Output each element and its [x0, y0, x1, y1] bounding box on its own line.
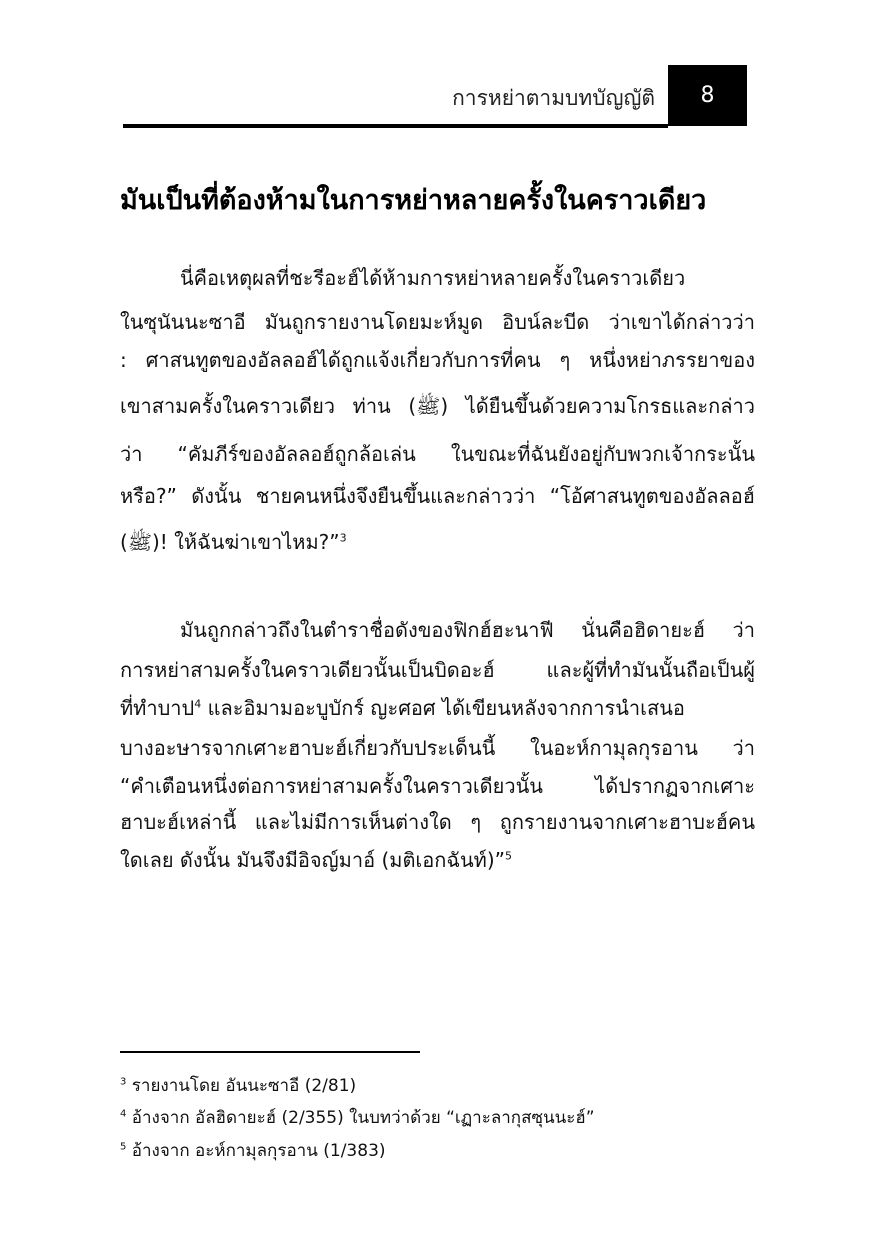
footnote-text: รายงานโดย อันนะซาอี (2/81)	[131, 1076, 357, 1096]
header-rule	[123, 124, 668, 128]
page-number: 8	[700, 83, 715, 108]
text-line: เขาสามครั้งในคราวเดียว ท่าน (ﷺ) ได้ยืนขึ้นด้วยความโกรธและกล่าว	[120, 394, 755, 418]
footnote	[120, 1072, 356, 1099]
section-heading: มันเป็นที่ต้องห้ามในการหย่าหลายครั้งในคราวเดียว	[120, 185, 707, 216]
text-line: บางอะษารจากเศาะฮาบะฮ์เกี่ยวกับประเด็นนี้ ในอะห์กามุลกุรอาน ว่า	[120, 736, 755, 760]
text-span: (ﷺ)! ให้ฉันฆ่าเขาไหม?”	[120, 530, 340, 554]
footnote-ref: 4	[194, 697, 202, 711]
footnote	[120, 1137, 386, 1164]
page-number-box	[668, 65, 747, 126]
text-line: มันถูกกล่าวถึงในตำราชื่อดังของฟิกฮ์ฮะนาฟี นั่นคือฮิดายะฮ์ ว่า	[180, 618, 755, 642]
text-line	[120, 526, 347, 559]
text-line: นี่คือเหตุผลที่ชะรีอะฮ์ได้ห้ามการหย่าหลายครั้งในคราวเดียว	[180, 266, 686, 290]
text-line: ฮาบะฮ์เหล่านี้ และไม่มีการเห็นต่างใด ๆ ถูกรายงานจากเศาะฮาบะฮ์คน	[120, 810, 755, 834]
footnote-number: 5	[120, 1141, 127, 1153]
text-line	[120, 844, 512, 876]
footnote-number: 3	[120, 1076, 127, 1088]
footnote-rule	[120, 1051, 420, 1053]
footnote	[120, 1104, 595, 1131]
text-line	[120, 692, 755, 724]
footnote-number: 4	[120, 1108, 127, 1120]
footnote-text: อ้างจาก อัลฮิดายะฮ์ (2/355) ในบทว่าด้วย “เฏาะลากุสซุนนะฮ์”	[131, 1108, 595, 1128]
text-span: ที่ทำบาป	[120, 696, 195, 720]
text-line: หรือ?” ดังนั้น ชายคนหนึ่งจึงยืนขึ้นและกล่าวว่า “โอ้ศาสนทูตของอัลลอฮ์	[120, 484, 755, 508]
footnote-text: อ้างจาก อะห์กามุลกุรอาน (1/383)	[131, 1141, 386, 1161]
text-span: ใดเลย ดังนั้น มันจึงมีอิจญ์มาอ์ (มติเอกฉันท์)”	[120, 848, 506, 872]
text-span: และอิมามอะบูบักร์ ญะศอศ ได้เขียนหลังจากการนำเสนอ	[201, 696, 685, 720]
footnote-ref: 5	[505, 849, 513, 863]
footnote-ref: 3	[339, 531, 347, 545]
text-line: “คำเตือนหนึ่งต่อการหย่าสามครั้งในคราวเดียวนั้น ได้ปรากฏจากเศาะ	[120, 774, 755, 798]
text-line: การหย่าสามครั้งในคราวเดียวนั้นเป็นบิดอะฮ์ และผู้ที่ทำมันนั้นถือเป็นผู้	[120, 658, 755, 682]
header-title: การหย่าตามบทบัญญัติ	[452, 86, 655, 110]
text-line: : ศาสนทูตของอัลลอฮ์ได้ถูกแจ้งเกี่ยวกับการที่คน ๆ หนึ่งหย่าภรรยาของ	[120, 348, 755, 372]
text-line: ว่า “คัมภีร์ของอัลลอฮ์ถูกล้อเล่น ในขณะที่ฉันยังอยู่กับพวกเจ้ากระนั้น	[120, 442, 755, 466]
text-line: ในซุนันนะซาอี มันถูกรายงานโดยมะห์มูด อิบน์ละบีด ว่าเขาได้กล่าวว่า	[120, 310, 755, 334]
